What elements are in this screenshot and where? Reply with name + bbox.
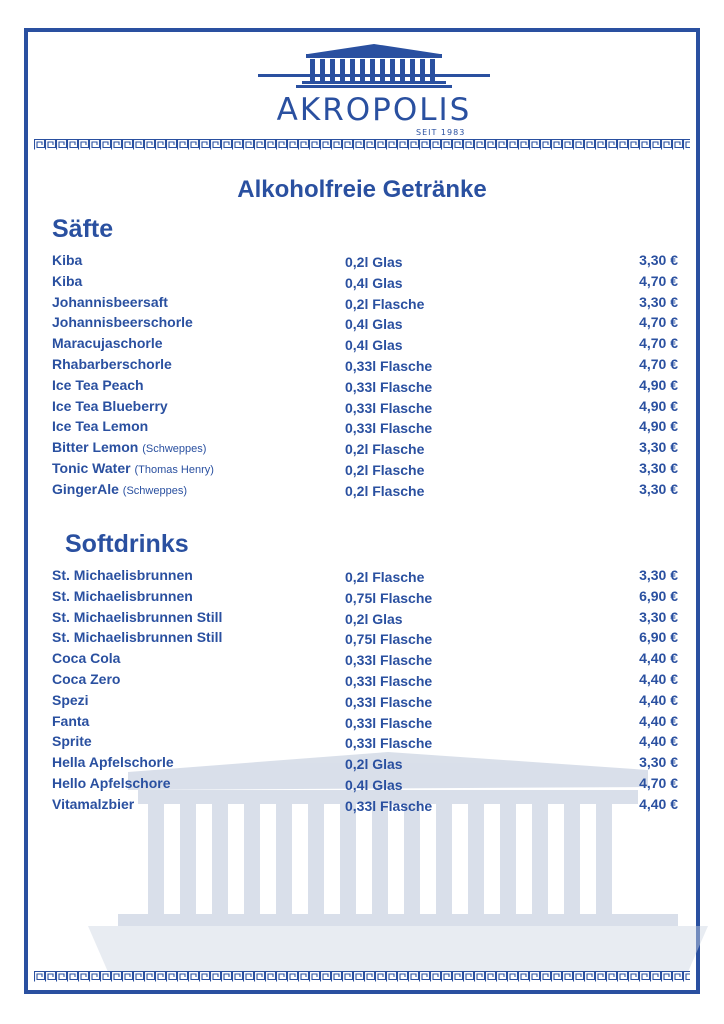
drink-price: 4,90 € [639,397,678,414]
list-item [52,314,678,335]
drink-size: 0,2l Glas [345,610,403,627]
drink-name: Spezi [52,691,89,708]
drink-price: 4,70 € [639,774,678,791]
drink-price: 4,70 € [639,272,678,289]
drink-size: 0,33l Flasche [345,652,433,669]
drink-name: Tonic Water (Thomas Henry) [52,459,214,476]
drink-price: 4,90 € [639,418,678,435]
drink-size: 0,33l Flasche [345,420,433,437]
page-title: Alkoholfreie Getränke [237,176,487,203]
drink-brand-note: (Thomas Henry) [134,463,214,476]
drink-size: 0,33l Flasche [345,693,433,710]
list-item [52,356,678,377]
drink-price: 4,90 € [639,376,678,393]
list-item [52,588,678,609]
drink-size: 0,33l Flasche [345,714,433,731]
drink-size: 0,4l Glas [345,316,403,333]
drink-price: 3,30 € [639,567,678,583]
drink-price: 3,30 € [639,252,678,268]
drink-name: Ice Tea Lemon [52,418,149,435]
drink-price: 4,70 € [639,355,678,372]
drink-name: Hello Apfelschore [52,774,171,791]
drink-size: 0,2l Flasche [345,441,425,458]
drink-name: Maracujaschorle [52,335,163,352]
parthenon-icon [258,40,490,94]
drink-price: 3,30 € [639,459,678,476]
drink-size: 0,2l Flasche [345,482,425,499]
list-item [52,671,678,692]
drink-size: 0,4l Glas [345,274,403,291]
brand-logo [258,40,490,140]
drink-price: 4,40 € [639,650,678,667]
drink-name: Sprite [52,733,92,750]
drink-price: 6,90 € [639,629,678,646]
drink-name: St. Michaelisbrunnen Still [52,629,223,646]
brand-since: SEIT 1983 [416,128,466,137]
drink-name: Coca Cola [52,650,121,667]
list-item [52,650,678,671]
drink-price: 6,90 € [639,587,678,604]
drink-name: St. Michaelisbrunnen Still [52,608,223,625]
list-item [52,629,678,650]
drink-size: 0,33l Flasche [345,797,433,814]
drink-brand-note: (Schweppes) [142,443,207,456]
list-item [52,713,678,734]
drink-size: 0,2l Flasche [345,569,425,585]
greek-key-border-top [34,139,690,150]
drink-price: 3,30 € [639,754,678,771]
drink-list-saefte [52,252,678,502]
drink-price: 4,40 € [639,733,678,750]
drink-size: 0,75l Flasche [345,631,433,648]
drink-size: 0,33l Flasche [345,399,433,416]
drink-name: St. Michaelisbrunnen [52,567,193,583]
list-item [52,754,678,775]
drink-price: 3,30 € [639,439,678,456]
drink-name: Johannisbeersaft [52,293,168,310]
list-item [52,294,678,315]
section-heading-softdrinks: Softdrinks [65,530,189,558]
drink-size: 0,75l Flasche [345,589,433,606]
drink-name: Hella Apfelschorle [52,754,174,771]
section-heading-saefte: Säfte [52,215,114,243]
list-item [52,460,678,481]
list-item [52,609,678,630]
list-item [52,481,678,502]
drink-price: 4,70 € [639,314,678,331]
list-item [52,692,678,713]
list-item [52,796,678,817]
drink-price: 4,70 € [639,335,678,352]
greek-key-border-bottom [34,971,690,982]
drink-price: 3,30 € [639,293,678,310]
drink-price: 4,40 € [639,712,678,729]
list-item [52,418,678,439]
drink-price: 4,40 € [639,691,678,708]
drink-price: 3,30 € [639,608,678,625]
list-item [52,398,678,419]
list-item [52,439,678,460]
list-item [52,775,678,796]
drink-price: 3,30 € [639,480,678,497]
drink-name: Ice Tea Blueberry [52,397,168,414]
drink-price: 4,40 € [639,670,678,687]
drink-name: Kiba [52,272,83,289]
drink-name: GingerAle (Schweppes) [52,480,187,497]
drink-size: 0,2l Flasche [345,461,425,478]
menu-frame [24,28,700,994]
drink-size: 0,2l Glas [345,254,403,270]
drink-name: Johannisbeerschorle [52,314,193,331]
list-item [52,273,678,294]
drink-size: 0,2l Flasche [345,295,425,312]
drink-brand-note: (Schweppes) [122,484,187,497]
list-item [52,733,678,754]
list-item [52,377,678,398]
drink-name: Bitter Lemon (Schweppes) [52,439,207,456]
drink-size: 0,33l Flasche [345,672,433,689]
drink-name: Coca Zero [52,670,121,687]
drink-size: 0,4l Glas [345,337,403,354]
drink-size: 0,33l Flasche [345,357,433,374]
drink-size: 0,4l Glas [345,776,403,793]
drink-name: Fanta [52,712,90,729]
drink-name: Kiba [52,252,83,268]
drink-name: Rhabarberschorle [52,355,172,372]
brand-name: AKROPOLIS [276,92,472,128]
drink-price: 4,40 € [639,795,678,812]
drink-list-softdrinks [52,567,678,817]
drink-size: 0,33l Flasche [345,378,433,395]
list-item [52,335,678,356]
drink-size: 0,33l Flasche [345,735,433,752]
drink-name: Vitamalzbier [52,795,135,812]
list-item [52,567,678,588]
drink-size: 0,2l Glas [345,756,403,773]
list-item [52,252,678,273]
drink-name: St. Michaelisbrunnen [52,587,193,604]
drink-name: Ice Tea Peach [52,376,144,393]
